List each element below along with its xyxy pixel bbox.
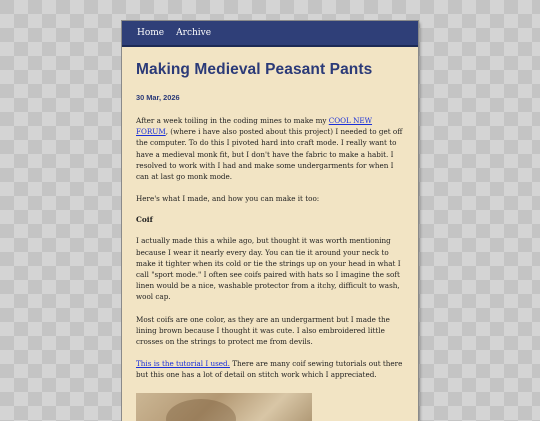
tutorial-text: There are many coif sewing tutorials out there but this one has a lot of detail on stitch work which I appreciated. <box>136 359 403 380</box>
here-paragraph: Here's what I made, and how you can make it too: <box>136 194 320 204</box>
intro-paragraph <box>136 115 404 182</box>
coif-paragraph-1: I actually made this a while ago, but thought it was worth mentioning because I wear it nearly every day. You can tie it around your neck to make it tighter when its cold or tie the strings up on your head in what I call "sport mode." I often see coifs paired with hats so I imagine the soft linen would be a nice, washable protector from a itchy, difficult to wash, wool cap. <box>136 236 401 302</box>
post-date: 30 Mar, 2026 <box>136 93 180 102</box>
coif-paragraph-2: Most coifs are one color, as they are an undergarment but I made the lining brown because I thought it was cute. I also embroidered little crosses on the strings to protect me from devils. <box>136 314 390 347</box>
navbar <box>122 21 418 47</box>
post-content <box>122 47 418 421</box>
section-heading-coif: Coif <box>136 215 153 225</box>
nav-home-link[interactable]: Home <box>137 28 165 38</box>
intro-text-after-link: , (where i have also posted about this project) I needed to get off the computer. To do this I pivoted hard into craft mode. I really want to have a medieval monk fit, but I don't have the fabric to make a habit. I resolved to work with I had and make some undergarments for when I can at last go monk mode. <box>136 127 403 182</box>
nav-archive-link[interactable]: Archive <box>176 28 212 38</box>
intro-text-before-link: After a week toiling in the coding mines to make my <box>136 116 329 125</box>
post-title: Making Medieval Peasant Pants <box>136 61 373 78</box>
page-container <box>122 21 418 421</box>
forum-link[interactable]: COOL NEW FORUM <box>136 116 373 137</box>
tutorial-paragraph <box>136 358 404 380</box>
tutorial-link[interactable]: This is the tutorial I used. <box>136 359 230 369</box>
coif-photo <box>136 393 312 421</box>
